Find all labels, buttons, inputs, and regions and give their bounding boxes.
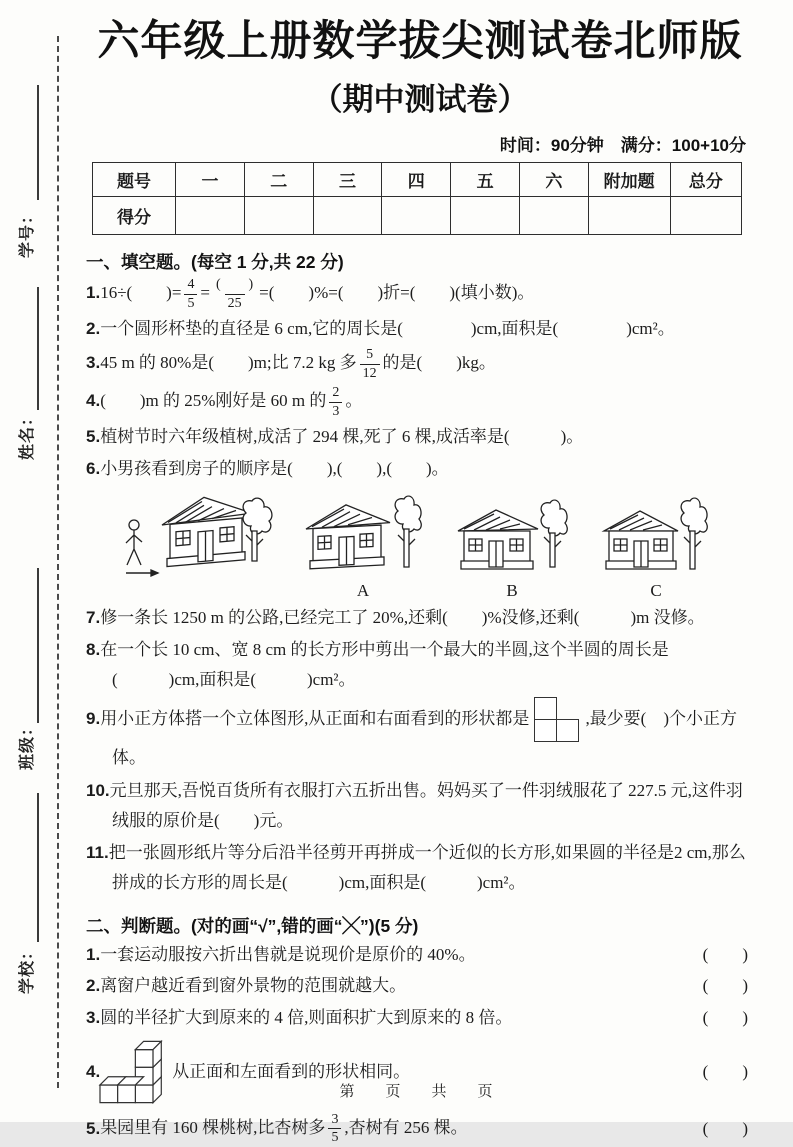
- score-header-cell: 三: [313, 163, 382, 197]
- score-blank-cell: [670, 197, 741, 235]
- boy-and-house-figure: [120, 491, 270, 601]
- fill-question-9: [86, 697, 754, 773]
- question-number: 2.: [86, 976, 101, 996]
- house-b-label: B: [506, 580, 518, 600]
- score-header-cell: 题号: [93, 163, 176, 197]
- question-number: 4.: [86, 391, 101, 411]
- question-text: 在一个长 10 cm、宽 8 cm 的长方形中剪出一个最大的半圆,这个半圆的周长是 ( )cm,面积是( )cm²。: [100, 639, 669, 690]
- school-label: 学校：: [19, 942, 36, 994]
- class-label: 班级：: [19, 718, 36, 770]
- school-blank-line: [37, 793, 39, 942]
- question-text: 一套运动服按六折出售就是说现价是原价的 40%。: [100, 944, 476, 964]
- fraction: $\frac{( )}{25}$: [216, 277, 254, 311]
- question-text: 16÷( )= $\frac{4}{5}$ = $\frac{( )}{25}$ =( )%=( )折=( )(填小数)。: [100, 277, 535, 311]
- score-table-score-row: [93, 197, 742, 235]
- score-blank-cell: [451, 197, 520, 235]
- question-text: 修一条长 1250 m 的公路,已经完工了 20%,还剩( )%没修,还剩( )m 没修。: [100, 607, 705, 627]
- score-table-header-row: [93, 163, 742, 197]
- question-number: 7.: [86, 607, 101, 627]
- question-number: 3.: [86, 353, 101, 373]
- score-blank-cell: [382, 197, 451, 235]
- name-label: 姓名：: [19, 408, 36, 460]
- class-blank-line: [37, 568, 39, 723]
- house-c-figure: [602, 491, 710, 601]
- student-id-blank-line: [37, 85, 39, 200]
- question-text: 元旦那天,吾悦百货所有衣服打六五折出售。妈妈买了一件羽绒服花了 227.5 元,这件羽绒服的原价是( )元。: [109, 780, 743, 830]
- page-title: 六年级上册数学拔尖测试卷北师版: [97, 17, 743, 64]
- boy-icon: [126, 520, 142, 565]
- question-text: 一个圆形杯垫的直径是 6 cm,它的周长是( )cm,面积是( )cm²。: [100, 319, 675, 339]
- score-row-label: 得分: [93, 197, 176, 235]
- fraction: $\frac{2}{3}$: [329, 384, 342, 420]
- score-header-cell: 附加题: [588, 163, 670, 197]
- score-blank-cell: [519, 197, 588, 235]
- question-text: 植树节时六年级植树,成活了 294 棵,死了 6 棵,成活率是( )。: [100, 427, 584, 447]
- time-score-info: 时间：90分钟 满分：100+10分: [499, 136, 746, 156]
- score-header-cell: 六: [519, 163, 588, 197]
- judge-question-2: [86, 971, 754, 1001]
- question-number: 8.: [86, 639, 101, 659]
- answer-bracket: ( ): [702, 1062, 748, 1082]
- l-tromino-figure: [534, 697, 580, 743]
- score-table: [92, 162, 742, 235]
- question-text: 用小正方体搭一个立体图形,从正面和右面看到的形状都是 ,最少要( )个小正方体。: [100, 709, 737, 767]
- question-number: 1.: [86, 944, 101, 964]
- fraction: $\frac{5}{12}$: [360, 346, 380, 382]
- fill-question-5: [86, 422, 754, 452]
- question-number: 1.: [86, 283, 101, 303]
- name-blank-line: [37, 287, 39, 410]
- fill-question-4: [86, 384, 754, 420]
- score-blank-cell: [244, 197, 313, 235]
- fill-question-3: [86, 346, 754, 382]
- page-footer: 第 页 共 页: [339, 1083, 501, 1100]
- fraction: $\frac{3}{5}$: [328, 1111, 341, 1147]
- answer-bracket: ( ): [702, 976, 748, 996]
- question-number: 4.: [86, 1062, 101, 1082]
- question-number: 6.: [86, 459, 101, 479]
- judge-question-3: [86, 1003, 754, 1033]
- arrow-right-icon: [126, 570, 158, 576]
- score-blank-cell: [176, 197, 245, 235]
- score-header-cell: 总分: [670, 163, 741, 197]
- house-label: [193, 581, 197, 601]
- binding-dashed-line: [57, 36, 59, 1088]
- section-2-heading: 二、判断题。(对的画“√”,错的画“╳”)(5 分): [86, 915, 419, 936]
- answer-bracket: ( ): [702, 1008, 748, 1028]
- houses-figure: [120, 491, 754, 601]
- fill-question-1: [86, 276, 754, 312]
- score-blank-cell: [588, 197, 670, 235]
- answer-bracket: ( ): [702, 1118, 748, 1138]
- section-1-heading: 一、填空题。(每空 1 分,共 22 分): [86, 252, 344, 273]
- house-a-figure: [304, 491, 422, 601]
- question-number: 3.: [86, 1008, 101, 1028]
- question-number: 9.: [86, 709, 101, 729]
- house-c-label: C: [650, 580, 662, 600]
- question-text: 果园里有 160 棵桃树,比杏树多 $\frac{3}{5}$ ,杏树有 256 棵。: [100, 1111, 468, 1146]
- fill-question-7: [86, 603, 754, 633]
- question-number: 5.: [86, 427, 101, 447]
- answer-bracket: ( ): [702, 944, 748, 964]
- question-text: 从正面和左面看到的形状相同。: [172, 1062, 411, 1082]
- fill-question-6: [86, 454, 754, 484]
- question-number: 2.: [86, 319, 101, 339]
- score-header-cell: 二: [244, 163, 313, 197]
- fill-question-10: [86, 776, 754, 837]
- question-text: ( )m 的 25%刚好是 60 m 的 $\frac{2}{3}$ 。: [100, 385, 363, 419]
- question-number: 10.: [86, 780, 110, 800]
- question-text: 把一张圆形纸片等分后沿半径剪开再拼成一个近似的长方形,如果圆的半径是2 cm,那么拼成的长方形的周长是( )cm,面积是( )cm²。: [108, 843, 746, 893]
- judge-question-1: [86, 940, 754, 970]
- page-subtitle: （期中测试卷）: [311, 82, 529, 118]
- question-number: 11.: [86, 843, 109, 863]
- fill-question-2: [86, 314, 754, 344]
- student-id-label: 学号：: [19, 206, 36, 258]
- question-text: 离窗户越近看到窗外景物的范围就越大。: [100, 976, 407, 996]
- question-text: 45 m 的 80%是( )m;比 7.2 kg 多 $\frac{5}{12}$ 的是( )kg。: [100, 347, 496, 381]
- question-text: 圆的半径扩大到原来的 4 倍,则面积扩大到原来的 8 倍。: [100, 1008, 513, 1028]
- score-header-cell: 五: [451, 163, 520, 197]
- score-header-cell: 一: [176, 163, 245, 197]
- house-b-figure: [456, 491, 568, 601]
- fill-question-11: [86, 838, 754, 899]
- judge-question-5: [86, 1111, 754, 1147]
- score-blank-cell: [313, 197, 382, 235]
- question-number: 5.: [86, 1118, 101, 1138]
- fraction: $\frac{4}{5}$: [184, 276, 197, 312]
- fill-question-8: [86, 635, 754, 696]
- question-text: 小男孩看到房子的顺序是( ),( ),( )。: [100, 459, 449, 479]
- score-header-cell: 四: [382, 163, 451, 197]
- house-a-label: A: [356, 580, 370, 600]
